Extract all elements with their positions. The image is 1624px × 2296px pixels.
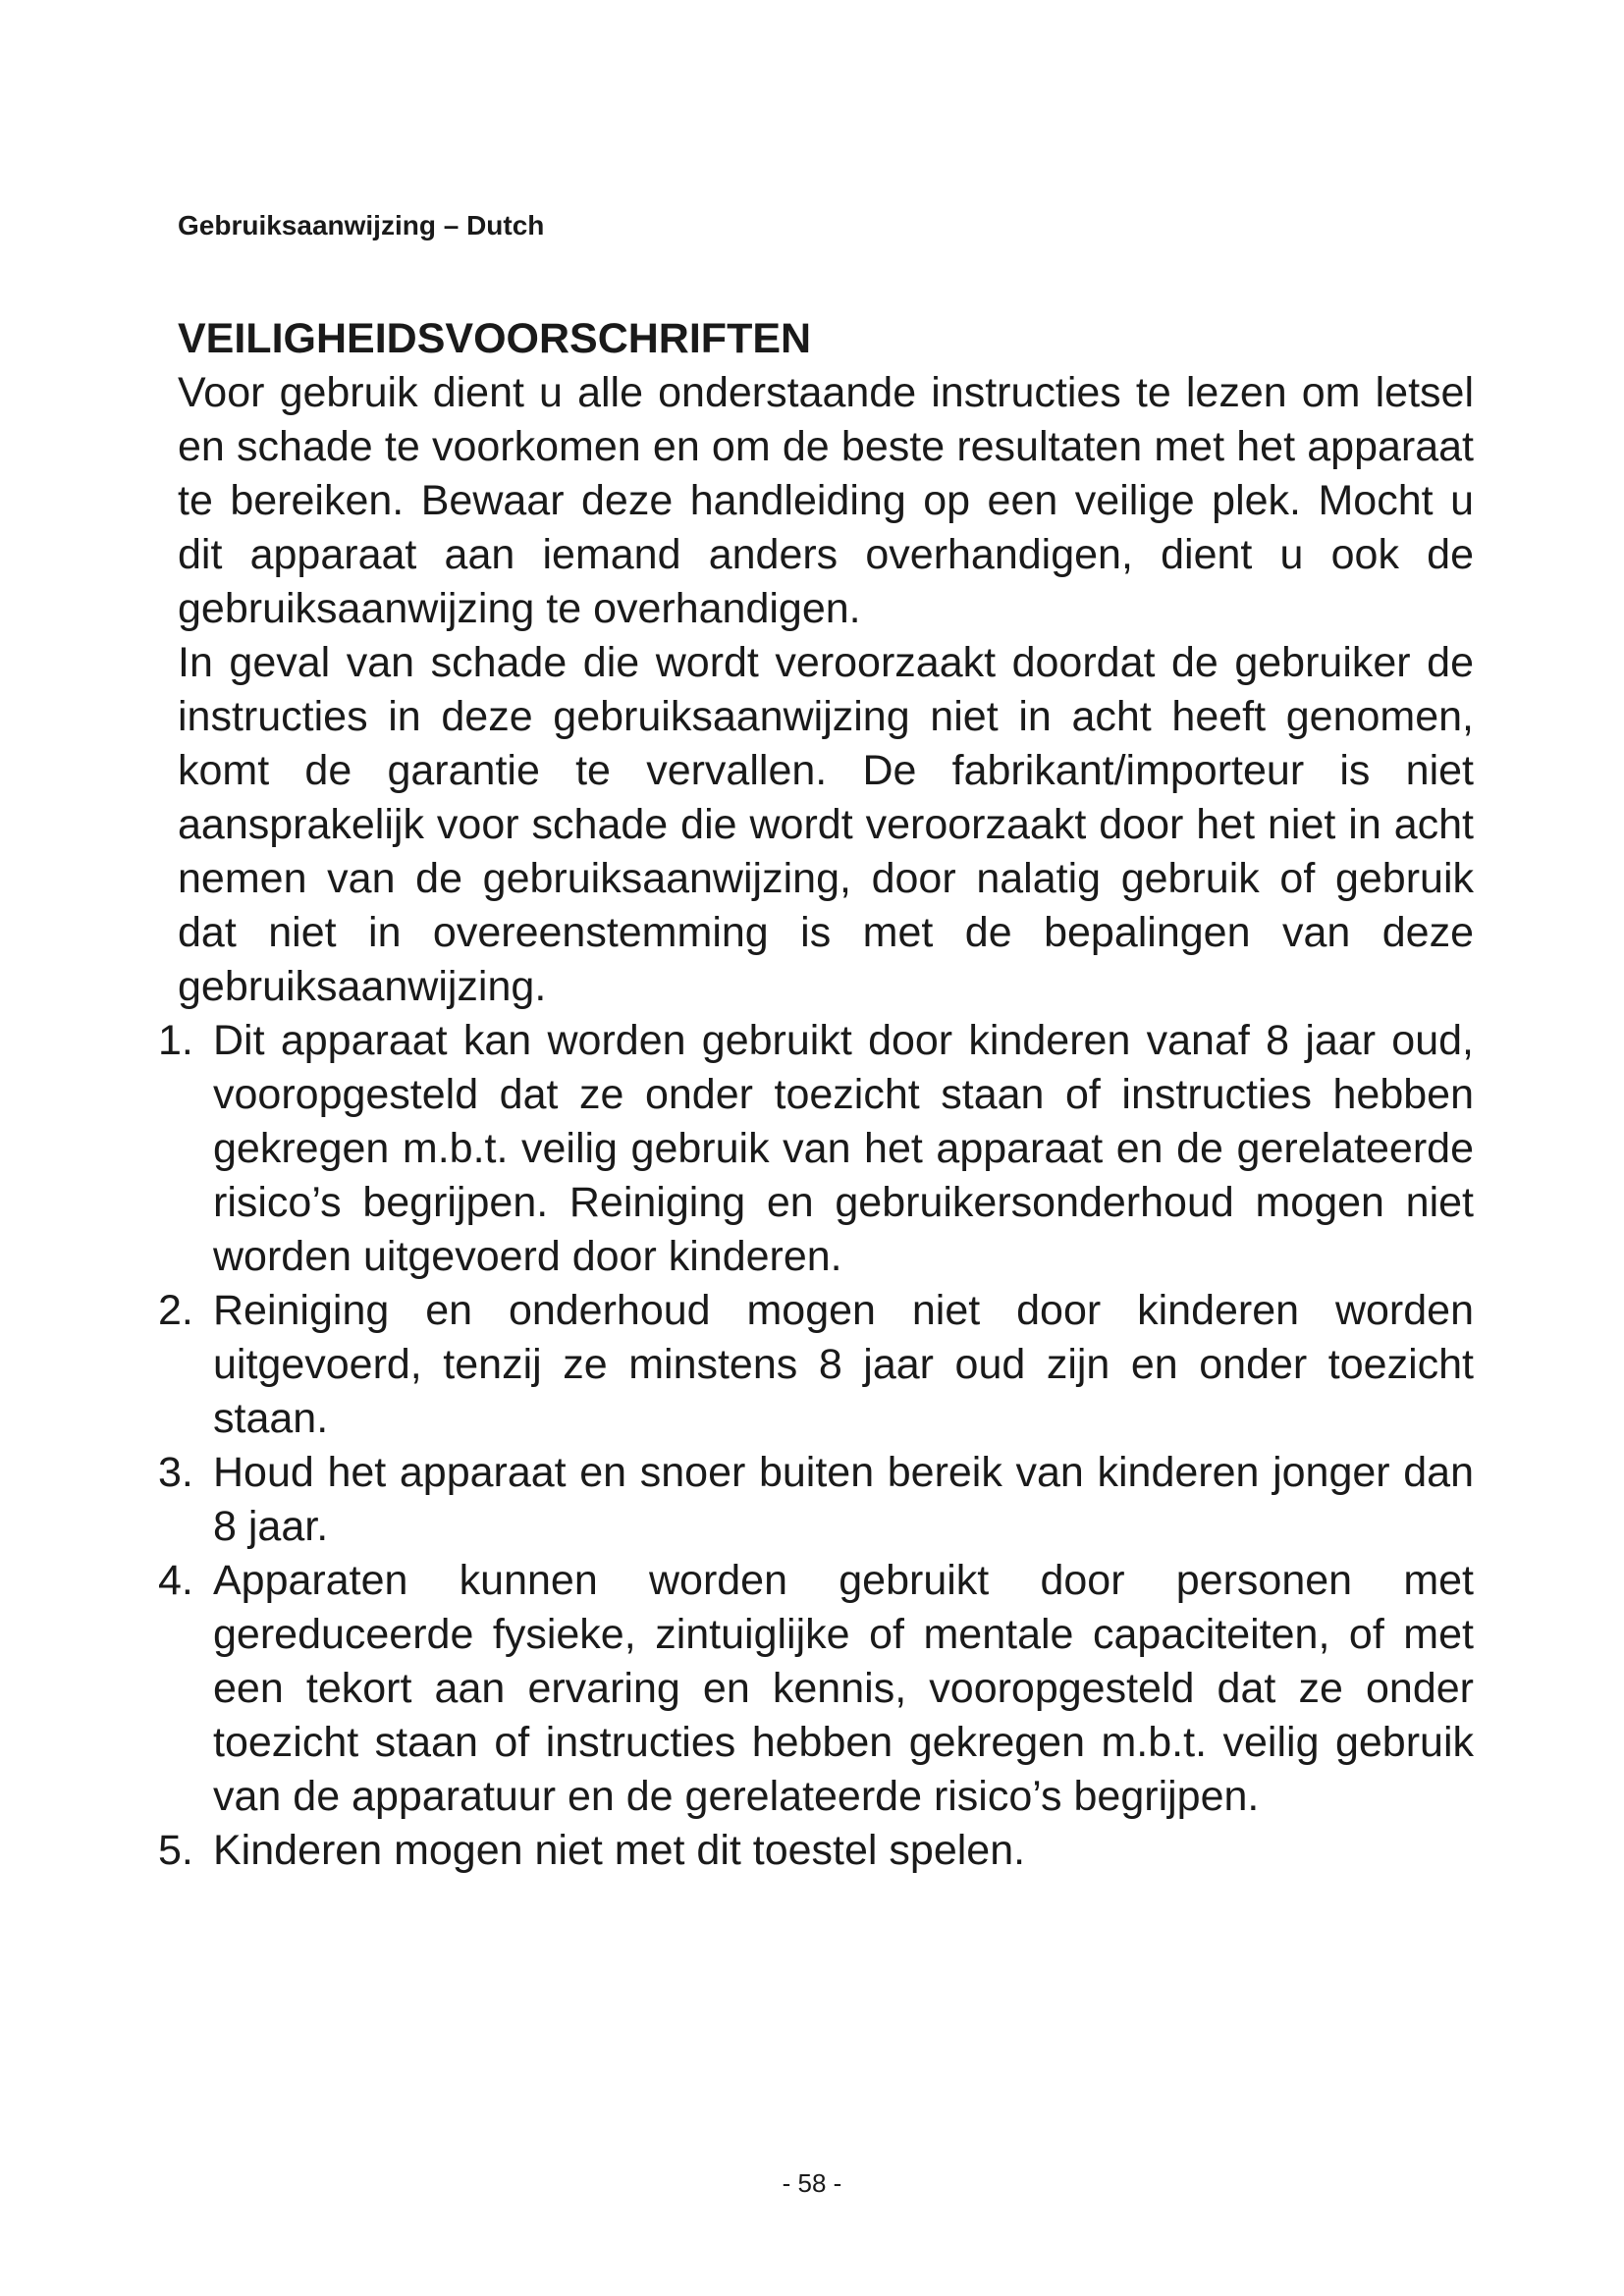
list-item bbox=[158, 1014, 1474, 1284]
section-title: VEILIGHEIDSVOORSCHRIFTEN bbox=[178, 315, 812, 362]
list-item-text: Reiniging en onderhoud mogen niet door kinderen worden uitgevoerd, tenzij ze minstens 8 jaar oud zijn en onder toezicht staan. bbox=[213, 1287, 1474, 1442]
list-item bbox=[158, 1446, 1474, 1554]
page-header: Gebruiksaanwijzing – Dutch bbox=[178, 210, 545, 240]
page-number: - 58 - bbox=[782, 2168, 842, 2198]
safety-section bbox=[158, 312, 1474, 1878]
intro-paragraph: Voor gebruik dient u alle onderstaande instructies te lezen om letsel en schade te voorkomen en om de beste resultaten met het apparaat te bereiken. Bewaar deze handleiding op een veilige plek. Mocht u dit apparaat aan iemand anders overhandigen, dient u ook de gebruiksaanwijzing te overhandigen. bbox=[178, 369, 1474, 632]
list-item bbox=[158, 1284, 1474, 1446]
list-item-text: Dit apparaat kan worden gebruikt door kinderen vanaf 8 jaar oud, vooropgesteld dat ze onder toezicht staan of instructies hebben gekregen m.b.t. veilig gebruik van het apparaat en de gerelateerde risico’s begrijpen. Reiniging en gebruikersonderhoud mogen niet worden uitgevoerd door kinderen. bbox=[213, 1017, 1474, 1280]
list-item-text: Houd het apparaat en snoer buiten bereik van kinderen jonger dan 8 jaar. bbox=[213, 1449, 1474, 1550]
list-item-number: 2. bbox=[158, 1287, 193, 1334]
warranty-paragraph: In geval van schade die wordt veroorzaakt doordat de gebruiker de instructies in deze gebruiksaanwijzing niet in acht heeft genomen, komt de garantie te vervallen. De fabrikant/importeur is niet aansprakelijk voor schade die wordt veroorzaakt door het niet in acht nemen van de gebruiksaanwijzing, door nalatig gebruik of gebruik dat niet in overeenstemming is met de bepalingen van deze gebruiksaanwijzing. bbox=[178, 639, 1474, 1010]
list-item-text: Kinderen mogen niet met dit toestel spelen. bbox=[213, 1827, 1026, 1874]
list-item-number: 3. bbox=[158, 1449, 193, 1496]
list-item-number: 4. bbox=[158, 1557, 193, 1604]
list-item-text: Apparaten kunnen worden gebruikt door personen met gereduceerde fysieke, zintuiglijke of mentale capaciteiten, of met een tekort aan ervaring en kennis, vooropgesteld dat ze onder toezicht staan of instructies hebben gekregen m.b.t. veilig gebruik van de apparatuur en de gerelateerde risico’s begrijpen. bbox=[213, 1557, 1474, 1820]
list-item-number: 1. bbox=[158, 1017, 193, 1064]
safety-list bbox=[158, 1014, 1474, 1878]
list-item bbox=[158, 1824, 1474, 1878]
list-item-number: 5. bbox=[158, 1827, 193, 1874]
list-item bbox=[158, 1554, 1474, 1824]
